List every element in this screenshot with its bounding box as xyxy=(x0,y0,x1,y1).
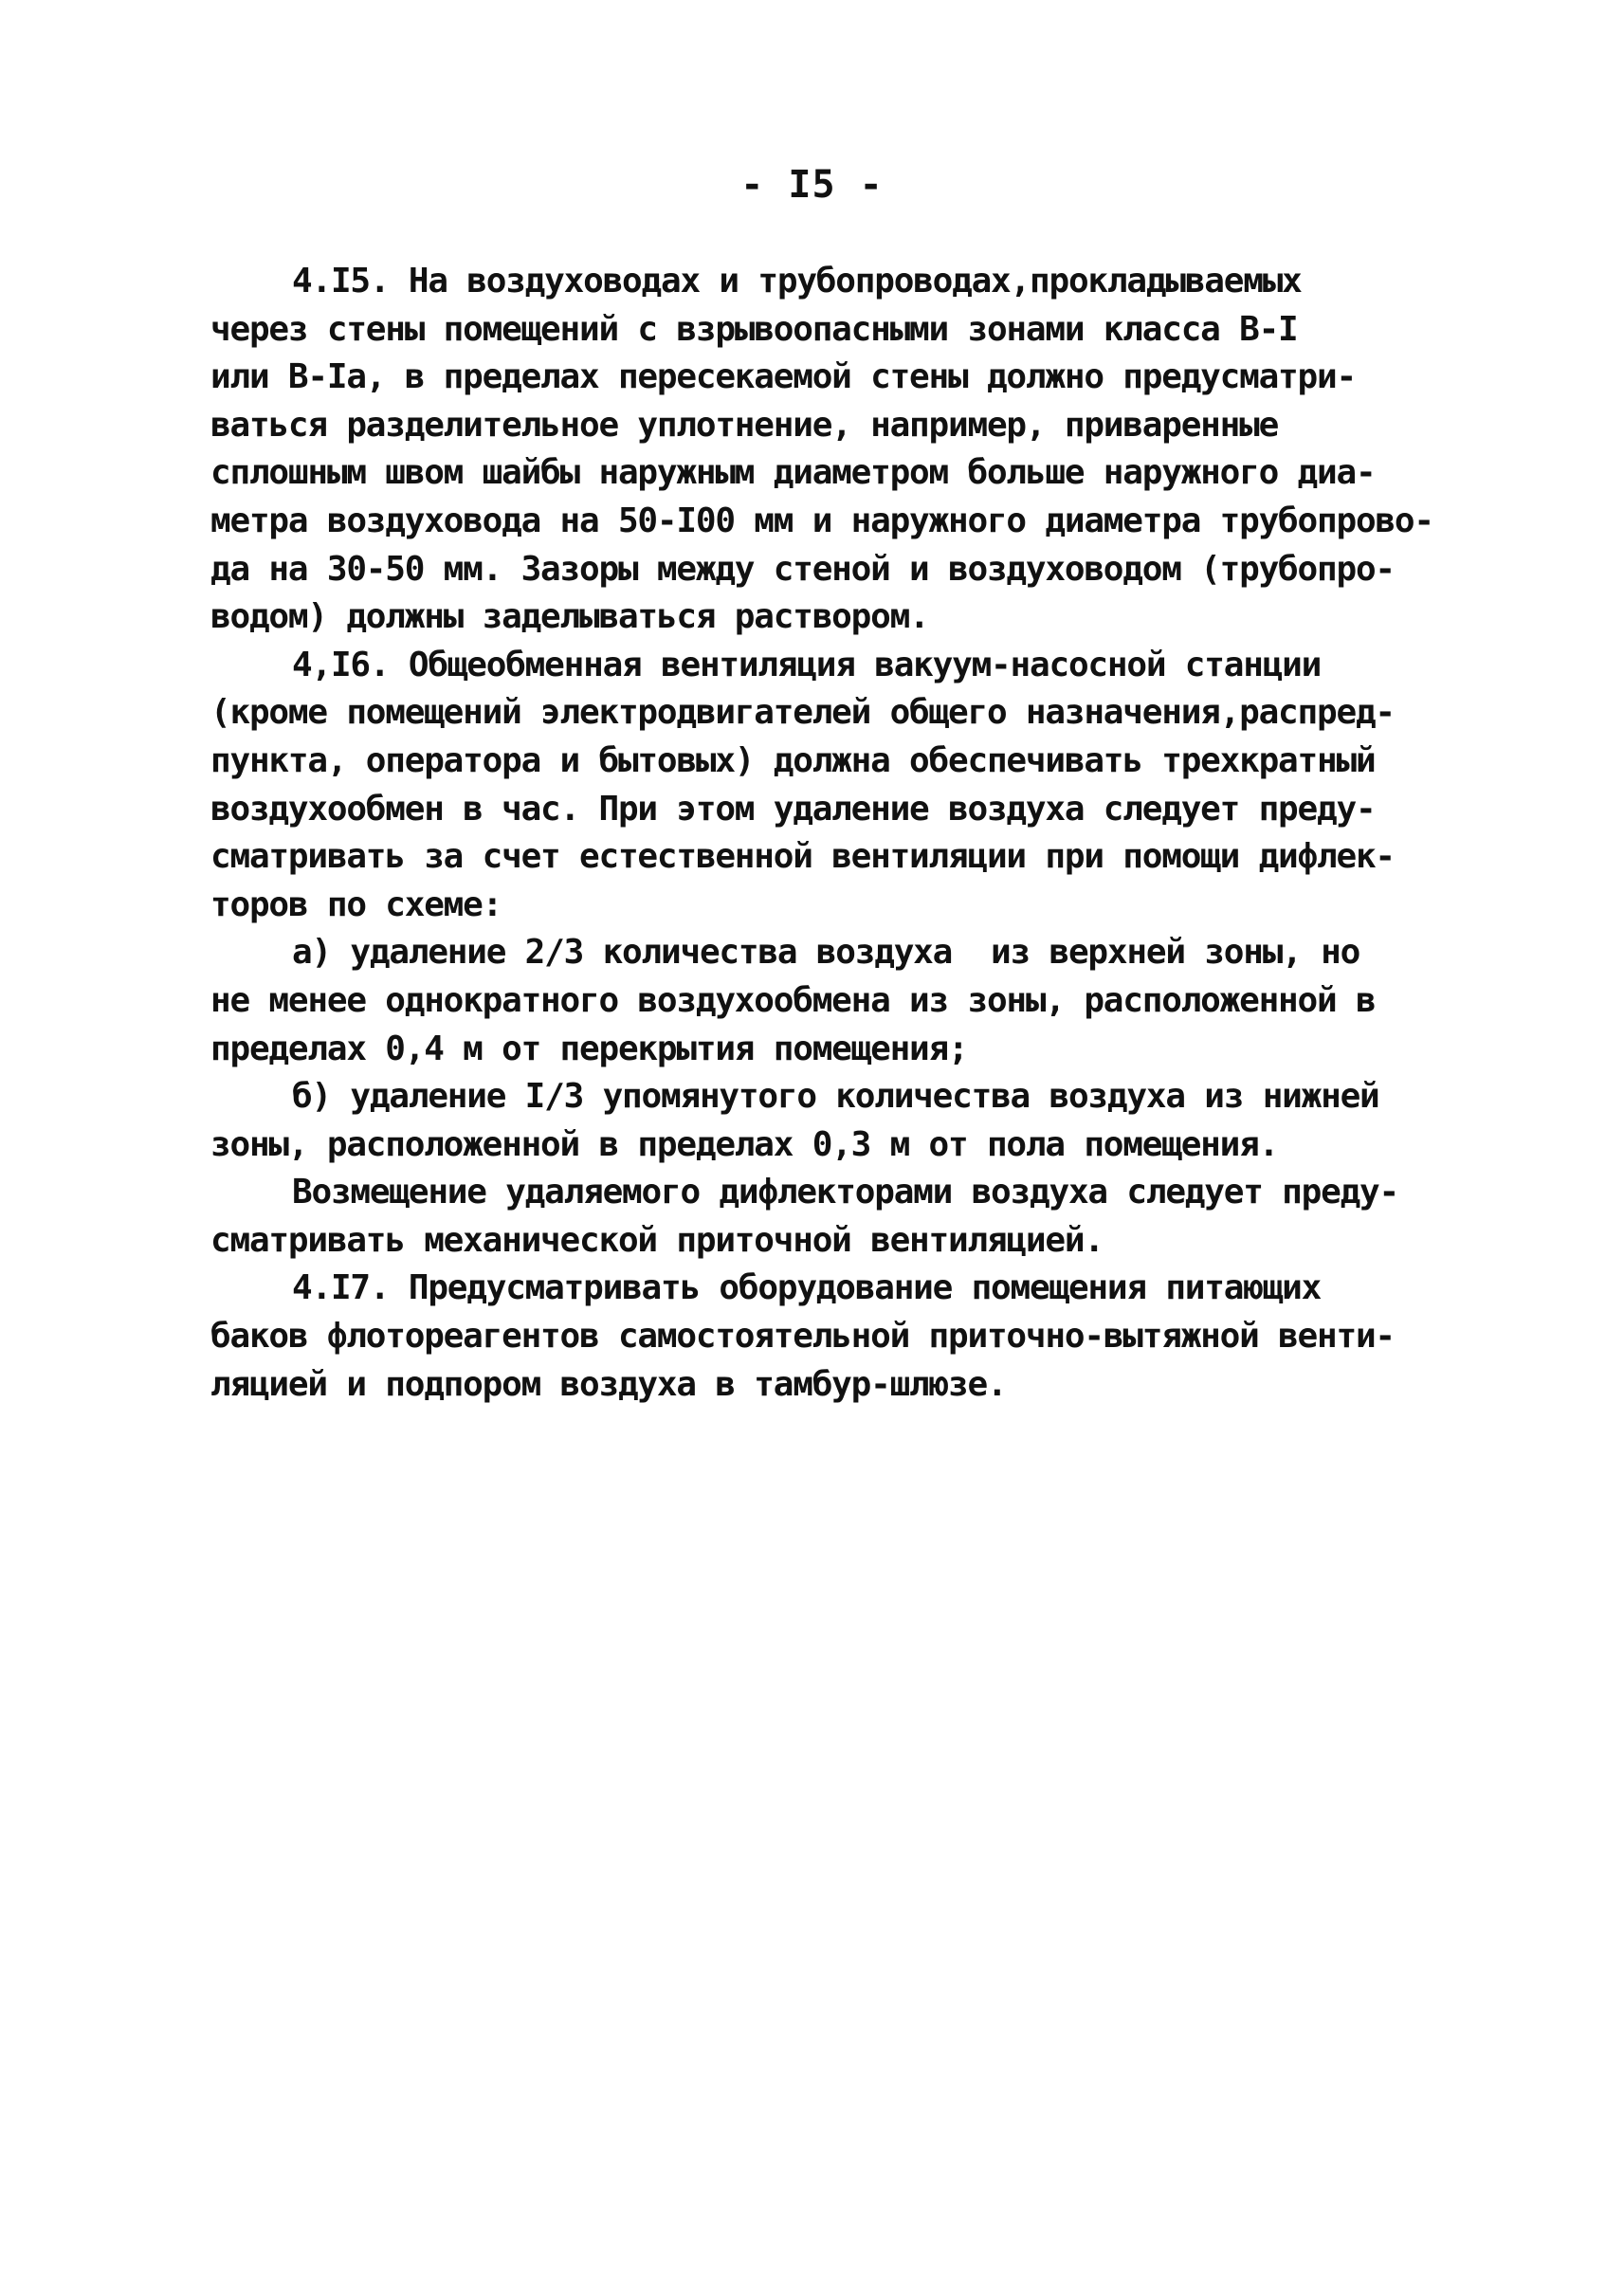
text-line: а) удаление 2/3 количества воздуха из верхней зоны, но xyxy=(292,933,1360,973)
text-line: Возмещение удаляемого дифлекторами воздуха следует преду- xyxy=(292,1173,1399,1212)
text-line: пункта, оператора и бытовых) должна обеспечивать трехкратный xyxy=(210,740,1376,780)
text-line: сматривать за счет естественной вентиляции при помощи дифлек- xyxy=(210,837,1395,877)
text-line: сплошным швом шайбы наружным диаметром больше наружного диа- xyxy=(210,453,1376,493)
text-line: ваться разделительное уплотнение, например, приваренные xyxy=(210,405,1279,445)
text-line: воздухообмен в час. При этом удаление воздуха следует преду- xyxy=(210,789,1376,829)
text-line: водом) должны заделываться раствором. xyxy=(210,597,929,637)
text-line: пределах 0,4 м от перекрытия помещения; xyxy=(210,1029,968,1068)
text-line: ляцией и подпором воздуха в тамбур-шлюзе. xyxy=(210,1364,1007,1404)
text-line: 4.I7. Предусматривать оборудование помещения питающих xyxy=(292,1268,1322,1308)
text-line: метра воздуховода на 50-I00 мм и наружного диаметра трубопрово- xyxy=(210,501,1433,540)
text-line: не менее однократного воздухообмена из зоны, расположенной в xyxy=(210,980,1376,1020)
text-line: баков флотореагентов самостоятельной приточно-вытяжной венти- xyxy=(210,1317,1395,1357)
text-line: 4,I6. Общеобменная вентиляция вакуум-насосной станции xyxy=(292,645,1322,684)
text-line: б) удаление I/3 упомянутого количества воздуха из нижней xyxy=(292,1077,1379,1117)
text-line: сматривать механической приточной вентиляцией. xyxy=(210,1220,1104,1260)
text-line: (кроме помещений электродвигателей общего назначения,распред- xyxy=(210,693,1395,733)
page-number: - I5 - xyxy=(740,163,884,207)
text-line: да на 30-50 мм. Зазоры между стеной и воздуховодом (трубопро- xyxy=(210,549,1395,589)
text-line: торов по схеме: xyxy=(210,884,502,924)
text-line: через стены помещений с взрывоопасными зонами класса В-I xyxy=(210,309,1298,349)
body-text xyxy=(210,258,1519,1409)
text-line: зоны, расположенной в пределах 0,3 м от пола помещения. xyxy=(210,1124,1279,1164)
text-line: или В-Iа, в пределах пересекаемой стены должно предусматри- xyxy=(210,357,1356,397)
text-line: 4.I5. На воздуховодах и трубопроводах,прокладываемых xyxy=(292,262,1302,301)
